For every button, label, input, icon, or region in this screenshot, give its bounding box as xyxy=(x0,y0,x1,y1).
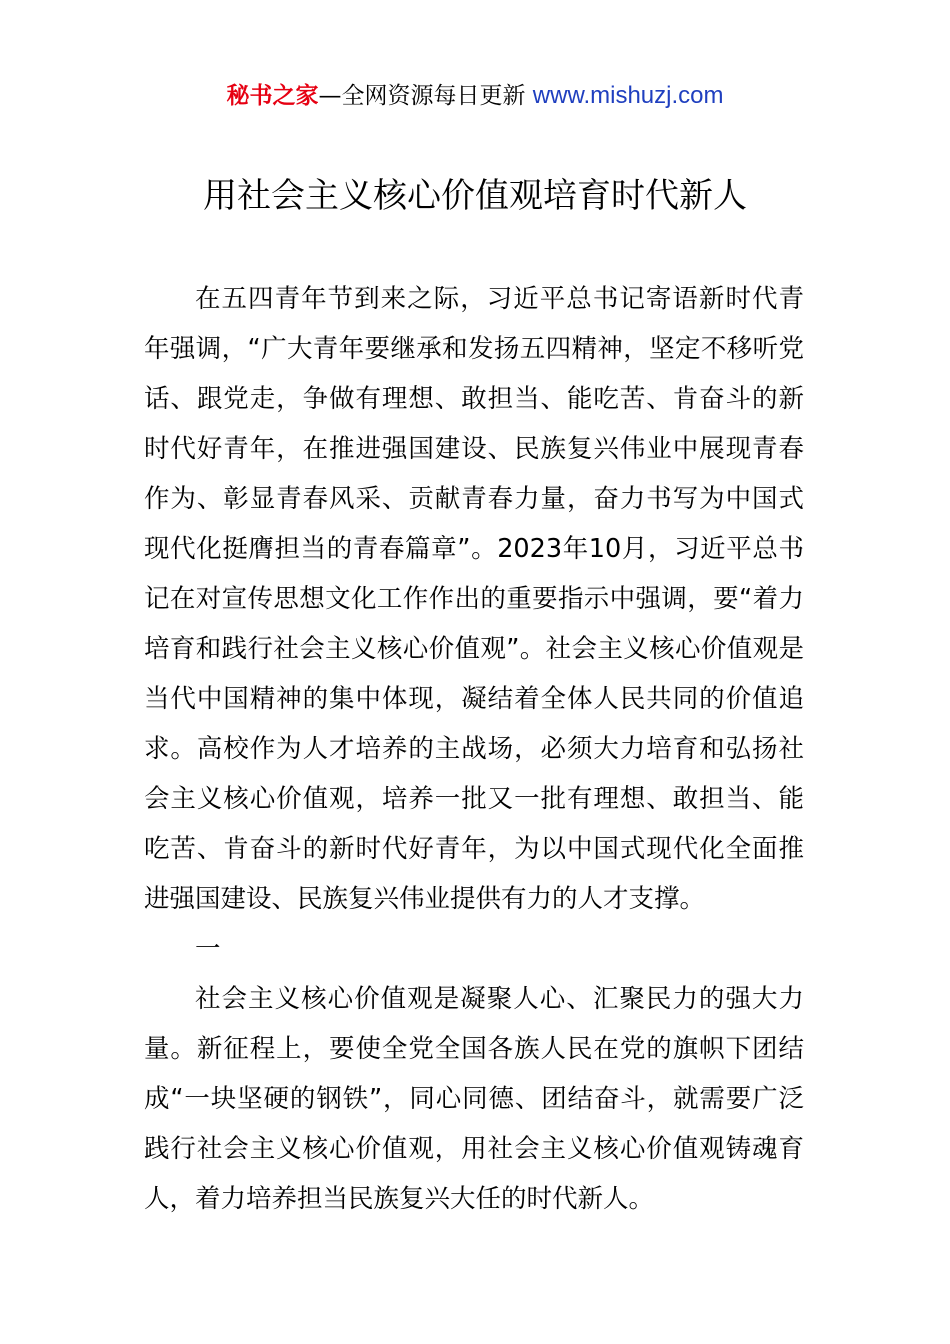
site-header xyxy=(0,80,950,112)
paragraph: 社会主义核心价值观是凝聚人心、汇聚民力的强大力量。新征程上，要使全党全国各族人民在党的旗帜下团结成“一块坚硬的钢铁”，同心同德、团结奋斗，就需要广泛践行社会主义核心价值观，用社会主义核心价值观铸魂育人，着力培养担当民族复兴大任的时代新人。 xyxy=(144,984,804,1214)
paragraph: 在五四青年节到来之际，习近平总书记寄语新时代青年强调，“广大青年要继承和发扬五四精神，坚定不移听党话、跟党走，争做有理想、敢担当、能吃苦、肯奋斗的新时代好青年，在推进强国建设、民族复兴伟业中展现青春作为、彰显青春风采、贡献青春力量，奋力书写为中国式现代化挺膺担当的青春篇章”。2023年10月，习近平总书记在对宣传思想文化工作作出的重要指示中强调，要“着力培育和践行社会主义核心价值观”。社会主义核心价值观是当代中国精神的集中体现，凝结着全体人民共同的价值追求。高校作为人才培养的主战场，必须大力培育和弘扬社会主义核心价值观，培养一批又一批有理想、敢担当、能吃苦、肯奋斗的新时代好青年，为以中国式现代化全面推进强国建设、民族复兴伟业提供有力的人才支撑。 xyxy=(144,284,804,914)
article-body xyxy=(144,274,804,1224)
site-url-link[interactable]: www.mishuzj.com xyxy=(532,82,724,109)
section-number: 一 xyxy=(195,934,221,964)
article-title: 用社会主义核心价值观培育时代新人 xyxy=(203,176,747,216)
site-slogan: —全网资源每日更新 xyxy=(318,83,533,109)
site-brand: 秘书之家 xyxy=(226,83,319,109)
